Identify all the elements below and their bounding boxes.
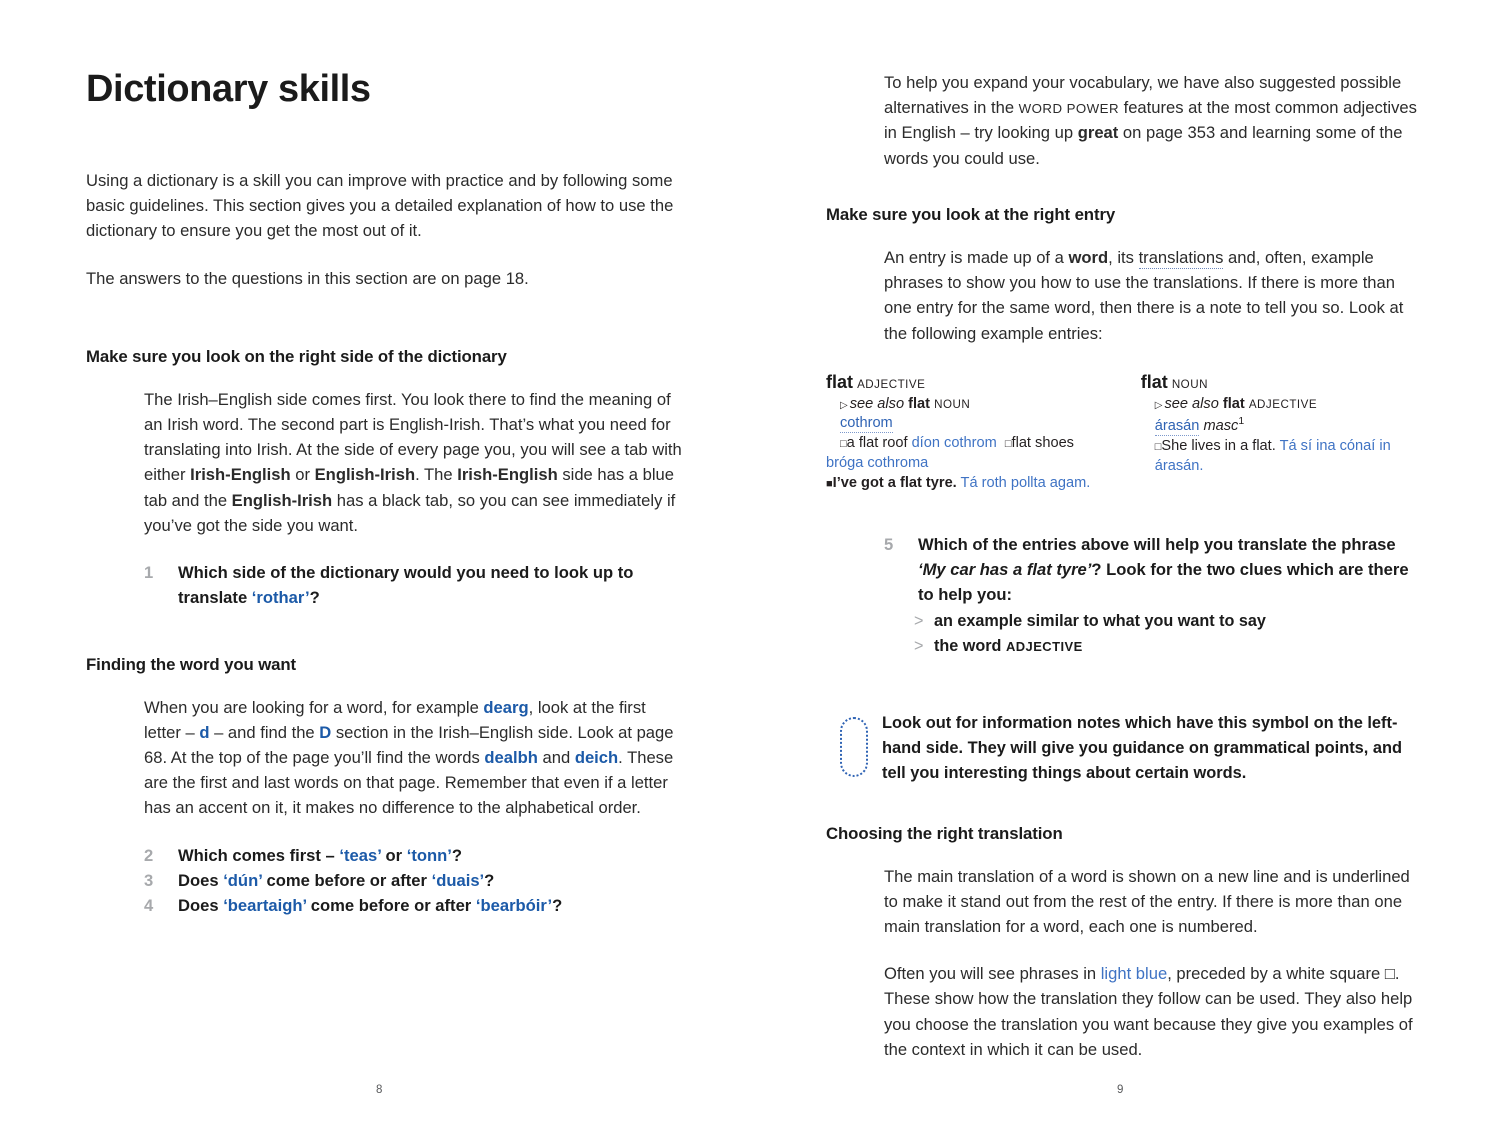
dictionary-entry-flat-adjective (826, 370, 1141, 494)
bold-english-irish-2: English-Irish (231, 490, 333, 510)
bold-example-english: I’ve got a flat tyre. (832, 474, 957, 491)
question-italic-phrase: ‘My car has a flat tyre’ (918, 560, 1092, 580)
entry-headline (1141, 370, 1426, 395)
text-run: . These are the first and last words on that page. Remember that even if a letter has an accent on it, it makes no difference to the alphabetical order. (144, 747, 674, 818)
information-note (826, 711, 1426, 786)
clue-item-1 (914, 609, 1426, 634)
question-text-mid: come before or after (306, 896, 476, 916)
question-text: Which of the entries above will help you translate the phrase (918, 534, 1396, 554)
question-term-2: ‘tonn’ (406, 845, 452, 865)
question-text-end: ? (552, 896, 563, 916)
folio-left: 8 (376, 1084, 383, 1096)
text-run: . The (415, 465, 458, 485)
question-text: Does (178, 896, 224, 916)
text-run: features at the most common adjectives in English – try looking up (884, 98, 1417, 143)
question-text: Which side of the dictionary would you need to look up to translate (178, 563, 634, 608)
example-irish-1: díon cothrom (911, 435, 997, 452)
black-square-icon: ■ (826, 477, 833, 490)
question-term-2: ‘duais’ (431, 870, 485, 890)
entry-headword: flat (826, 371, 853, 392)
question-term: ‘beartaigh’ (223, 896, 307, 916)
question-text-end: ? (451, 845, 463, 865)
question-number: 2 (144, 845, 154, 865)
text-run: To help you expand your vocabulary, we have also suggested possible alternatives in the (884, 73, 1402, 118)
bold-letter-D-cap: D (319, 722, 332, 742)
entry-part-of-speech: ADJECTIVE (857, 377, 926, 391)
heading-finding-the-word: Finding the word you want (86, 654, 297, 674)
smallcaps-word-power: WORD POWER (1018, 101, 1119, 117)
folio-right: 9 (1117, 1084, 1124, 1096)
see-also-pos: NOUN (934, 397, 971, 411)
right-page (750, 0, 1500, 1136)
underlined-translations: translations (1138, 247, 1224, 267)
entry-translation-line (1141, 414, 1426, 437)
example-english: She lives in a flat. (1161, 438, 1276, 455)
question-list-2 (86, 843, 686, 919)
text-run: An entry is made up of a (884, 247, 1069, 267)
entry-headword: flat (1140, 371, 1168, 392)
white-square-icon: □ (1154, 441, 1162, 454)
text-run: or (290, 465, 315, 485)
question-number: 5 (884, 534, 894, 554)
entry-examples-line-2 (826, 454, 1141, 474)
left-column (86, 70, 686, 918)
text-run: – and find the (209, 722, 320, 742)
white-square-icon: □ (1004, 438, 1012, 451)
entry-gender (1203, 415, 1245, 435)
bold-dealbh: dealbh (484, 747, 538, 767)
paragraph-entry-structure (884, 245, 1426, 346)
entry-see-also (826, 395, 1141, 415)
text-run: The Irish–English side comes first. You look there to find the meaning of an Irish word. The second part is English-Irish. That’s what you need for translating into Irish. At the side of every page you, you will see a tab with either (144, 389, 682, 485)
example-irish: Tá sí ina cónaí in árasán. (1154, 438, 1391, 474)
bold-irish-english: Irish-English (190, 465, 291, 485)
question-number: 3 (144, 870, 154, 890)
question-term: ‘rothar’ (251, 588, 310, 608)
text-run: section in the Irish–English side. Look at page 68. At the top of the page you’ll find the words (144, 722, 674, 767)
bold-example-irish: Tá roth pollta agam. (960, 474, 1091, 491)
entry-bold-example-line (826, 474, 1141, 494)
example-english-1: a flat roof (846, 435, 908, 452)
question-5-clue-list (884, 609, 1426, 658)
arrow-icon: > (914, 612, 924, 631)
question-text-end: ? (484, 870, 495, 890)
question-item-5 (884, 532, 1426, 608)
text-run: has a black tab, so you can see immediately if you’ve got the side you want. (144, 490, 676, 535)
entry-translation: árasán (1154, 418, 1200, 435)
arrow-icon: > (914, 637, 924, 656)
question-text: Which comes first – (178, 845, 340, 865)
light-blue-term: light blue (1100, 964, 1168, 984)
information-note-text: Look out for information notes which have this symbol on the left-hand side. They will give you guidance on grammatical points, and tell you interesting things about certain words. (882, 713, 1403, 782)
gender-label: masc (1203, 418, 1239, 435)
entry-see-also (1141, 395, 1426, 415)
text-run: side has a blue tab and the (144, 465, 674, 510)
text-run: on page 353 and learning some of the words you could use. (884, 123, 1403, 168)
question-item-3 (144, 868, 686, 893)
question-list-3 (826, 532, 1426, 608)
text-run: When you are looking for a word, for example (144, 697, 484, 717)
entry-translation-line (826, 414, 1141, 434)
bold-deich: deich (574, 747, 619, 767)
text-run: Often you will see phrases in (884, 964, 1101, 984)
question-item-4 (144, 893, 686, 918)
dictionary-entry-flat-noun (1141, 370, 1426, 494)
question-term: ‘teas’ (339, 845, 381, 865)
entry-example-line (1141, 437, 1426, 477)
question-term-2: ‘bearbóir’ (475, 896, 553, 916)
bold-word: word (1068, 247, 1109, 267)
question-item-1 (144, 560, 686, 610)
entry-examples-line-1 (826, 434, 1141, 454)
entry-translation: cothrom (840, 415, 893, 432)
gender-number: 1 (1238, 415, 1245, 428)
question-text: Does (178, 870, 224, 890)
intro-paragraph-1: Using a dictionary is a skill you can improve with practice and by following some basic guidelines. This section gives you a detailed explanation of how to use the dictionary to ensure you get the most out of it. (86, 170, 674, 241)
see-also-pos: ADJECTIVE (1248, 397, 1318, 411)
heading-choosing-translation: Choosing the right translation (826, 823, 1063, 843)
bold-irish-english-2: Irish-English (457, 465, 558, 485)
text-run: and (537, 747, 575, 767)
question-number: 1 (144, 563, 154, 583)
bold-great: great (1077, 123, 1119, 143)
white-square-icon: □ (840, 438, 847, 451)
clue-item-2 (914, 634, 1426, 659)
example-english-2: flat shoes (1011, 435, 1074, 452)
bold-english-irish: English-Irish (314, 465, 416, 485)
dotted-pill-icon (840, 717, 868, 777)
question-term: ‘dún’ (223, 870, 262, 890)
heading-right-entry: Make sure you look at the right entry (826, 204, 1116, 224)
paragraph-main-translation: The main translation of a word is shown on a new line and is underlined to make it stand out from the rest of the entry. If there is more than one main translation for a word, each one is numbered. (884, 866, 1410, 936)
text-run: and, often, example phrases to show you how to use the translations. If there is more than one entry for the same word, then there is a note to tell you so. Look at the following example entries: (884, 247, 1404, 343)
question-text-mid: come before or after (261, 870, 432, 890)
intro-paragraph-2: The answers to the questions in this section are on page 18. (86, 268, 529, 288)
page-title: Dictionary skills (86, 68, 371, 110)
question-number: 4 (144, 896, 154, 916)
paragraph-irish-english-side (144, 387, 686, 538)
clue-text: the word (934, 637, 1006, 656)
question-text-mid: or (380, 845, 407, 865)
see-also-label: see also (849, 395, 905, 412)
triangle-icon: ▷ (1154, 399, 1163, 411)
see-also-word: flat (908, 395, 931, 412)
text-run: , look at the first letter – (144, 697, 646, 742)
clue-smallcaps-adjective: ADJECTIVE (1005, 639, 1083, 655)
paragraph-finding-the-word (144, 695, 686, 821)
text-run: , its (1108, 247, 1139, 267)
bold-letter-d: d (199, 722, 210, 742)
paragraph-word-power (884, 70, 1426, 171)
text-run: , preceded by a white square □. These show how the translation they follow can be used. They also help you choose the translation you want because they give you examples of the context in which it can be used. (884, 964, 1413, 1059)
heading-right-side-of-dictionary: Make sure you look on the right side of the dictionary (86, 346, 507, 366)
see-also-word: flat (1222, 395, 1245, 412)
example-entries (826, 370, 1426, 494)
right-column (826, 70, 1426, 1084)
entry-part-of-speech: NOUN (1171, 377, 1208, 391)
triangle-icon: ▷ (840, 399, 848, 411)
paragraph-light-blue-phrases (884, 961, 1426, 1062)
see-also-label: see also (1164, 395, 1219, 412)
example-irish-2: bróga cothroma (826, 455, 929, 472)
bold-dearg: dearg (483, 697, 529, 717)
clue-text: an example similar to what you want to say (934, 612, 1266, 631)
question-item-2 (144, 843, 686, 868)
question-text-end: ? Look for the two clues which are there to help you: (918, 560, 1409, 605)
question-text-end: ? (309, 588, 320, 608)
question-list-1 (86, 560, 686, 610)
entry-headline (826, 370, 1141, 395)
